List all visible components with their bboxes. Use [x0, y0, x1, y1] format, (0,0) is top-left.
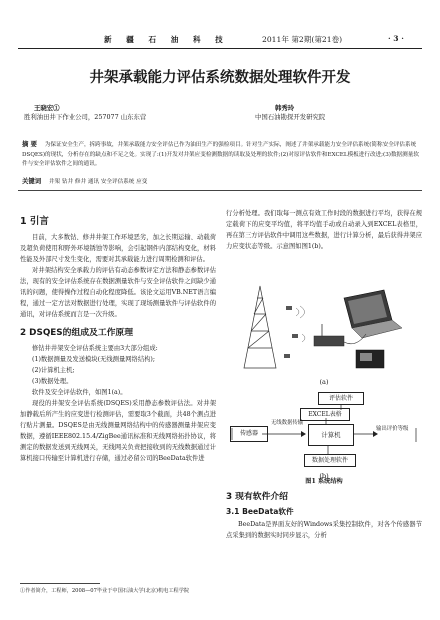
footnote: ①作者简介，工程师，2008—07毕业于中国石油大学(北京)机电工程学院 — [20, 588, 190, 594]
abstract-separator — [18, 190, 422, 191]
author-left — [24, 104, 224, 122]
footnote-rule — [20, 583, 100, 584]
box-data-processing: 数据处理软件 — [304, 454, 356, 467]
author-right-affiliation: 中国石油勘探开发研究院 — [255, 113, 326, 121]
figure-1a-illustration — [226, 276, 422, 388]
page-number: · 3 · — [388, 34, 404, 43]
section-1-heading: 1 引言 — [20, 216, 49, 227]
box-excel: EXCEL表格 — [300, 408, 350, 421]
author-right — [255, 104, 425, 122]
abstract — [22, 140, 420, 170]
running-header — [18, 34, 422, 48]
author-left-affiliation: 胜利油田井下作业公司，257077 山东东营 — [24, 113, 147, 121]
section-2-para-3: 现役的井架安全评估系统(DSQES)采用静态参数评估法。对井架加静载后所产生的应变进行检测评估，需要取3个截面，共48个测点进行贴片测量。DSQES是由无线测量网络结构中的传感器测量井架应变数据，遵循IEEE802.15.4/ZigBee通讯标准和无线网络拓扑协议，将测定的数据发送到无线网关，无线网关负责把接收到的无线数据通过计算机接口传输至计算机进行存储，通过必留公司的BeeData软件进 — [20, 400, 216, 462]
section-2-heading: 2 DSQES的组成及工作原理 — [20, 328, 134, 338]
section-2-para-1: 修钻井井架安全评估系统主要由3大部分组成: — [32, 345, 158, 352]
section-3-para-1: BeeData是界面友好的Windows采集控制软件，对各个传感器节点采集到的数据实时同步显示，分析 — [226, 521, 422, 539]
section-2-item-3: (3)数据处理。 — [32, 378, 73, 385]
box-sensor: 传感器 — [230, 426, 268, 442]
keywords-label: 关键词 — [22, 177, 42, 185]
figure-1a — [226, 276, 422, 388]
figure-1b — [226, 388, 422, 488]
right-column-para-1: 行分析处理。我们取每一测点有效工作时段的数据进行平均，获得在规定载荷下的应变平均值，将平均值手动或自动录入到EXCEL表格里，再在第三方评估软件中调用这些数据，进行计算分析，最后获得井架应力应变状态等级。示意图如图1(b)。 — [226, 210, 422, 250]
label-wireless: 无线数据传输 — [270, 420, 304, 426]
figure-1b-label: (b) — [319, 472, 329, 480]
left-column — [20, 216, 216, 464]
section-3 — [226, 492, 422, 541]
keywords-text: 井架 钻井 修井 通讯 安全评估系统 应变 — [48, 179, 148, 185]
abstract-label: 摘 要 — [22, 140, 38, 148]
abstract-text: 为保证安全生产，拆跨事故，井架承载能力安全评估已作为油田生产的强检项目。针对生产实际，阐述了井架承载能力安全评估系统(简称安全评估系统DSQES)的现状，分析存在的缺点和不足之处。实现了:(1)开发对井架应变检测数据的读取及处理的软件;(2)对原评估软件和EXCEL模板进行改进;(3)数据测量软件与安全评估软件之间的通讯。 — [22, 142, 419, 167]
section-1-para-2: 对井架结构安全承载力的评估有动态参数评定方法和静态参数评估法，现有的安全评估系统存在数据测量软件与安全评估软件之间缺少通讯的问题，使得操作过程自动化程度降低。该论文运用VB.NET语言编程，通过一定方法对数据进行处理，实现了现场测量软件与评估软件的通讯，对评估系统而言是一次升级。 — [20, 267, 216, 318]
box-computer: 计算机 — [308, 424, 354, 446]
label-output: 输出评价等级 — [376, 426, 409, 432]
section-1-para-1: 目前，大多数钻、修井井架工作环境恶劣，加之长期运输、动载荷及超负荷使用和野外环境锈蚀等影响，会引起钢件内部结构变化，材料性能及外部尺寸发生变化，需要对其承载能力进行周期检测和评估。 — [20, 234, 216, 263]
header-rule — [18, 48, 422, 49]
section-2-para-2: 软件及安全评估软件，如图1(a)。 — [32, 389, 127, 396]
issue-info: 2011年 第2期(第21卷) — [262, 35, 343, 44]
section-2-item-1: (1)数据测量及发送模块(无线测量网络结构); — [32, 356, 156, 363]
right-column-text — [226, 208, 422, 252]
keywords — [22, 176, 420, 185]
box-evaluation-software: 评估软件 — [318, 392, 364, 405]
author-left-name: 王晓宏① — [34, 104, 60, 112]
author-right-name: 韩秀玲 — [275, 104, 295, 112]
section-3-1-heading: 3.1 BeeData软件 — [226, 507, 294, 516]
paper-title: 井架承载能力评估系统数据处理软件开发 — [89, 70, 351, 86]
section-3-heading: 3 现有软件介绍 — [226, 492, 288, 502]
journal-name: 新 疆 石 油 科 技 — [104, 35, 229, 44]
section-2-item-2: (2)计算机主机; — [32, 367, 75, 374]
figure-1-caption: 图1 系统结构 — [305, 478, 343, 485]
figure-1a-label: (a) — [319, 378, 329, 386]
